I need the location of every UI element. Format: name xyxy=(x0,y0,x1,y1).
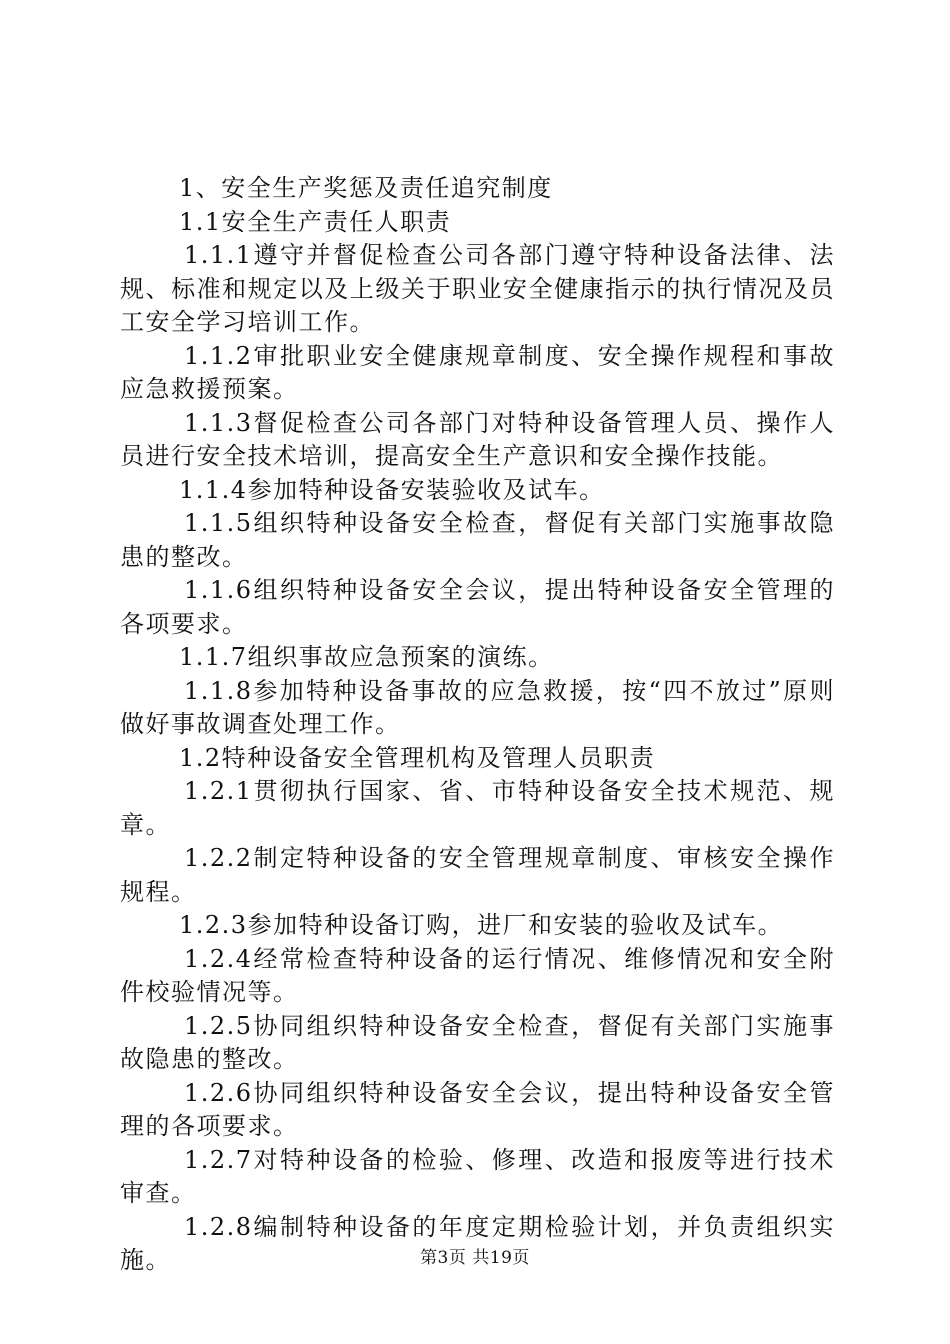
document-body xyxy=(120,172,835,1278)
paragraph-1-1-8: 1.1.8参加特种设备事故的应急救援，按“四不放过”原则做好事故调查处理工作。 xyxy=(120,676,835,738)
paragraph-1-1-5: 1.1.5组织特种设备安全检查，督促有关部门实施事故隐患的整改。 xyxy=(120,509,835,571)
paragraph-1-1-3: 1.1.3督促检查公司各部门对特种设备管理人员、操作人员进行安全技术培训，提高安全生产意识和安全操作技能。 xyxy=(120,408,835,470)
paragraph-1-2-2: 1.2.2制定特种设备的安全管理规章制度、审核安全操作规程。 xyxy=(120,844,835,906)
section-heading-1-2: 1.2特种设备安全管理机构及管理人员职责 xyxy=(179,743,656,772)
paragraph-1-2-7: 1.2.7对特种设备的检验、修理、改造和报废等进行技术审查。 xyxy=(120,1145,835,1207)
paragraph-1-2-8: 1.2.8编制特种设备的年度定期检验计划，并负责组织实施。 xyxy=(120,1212,835,1274)
paragraph-1-1-2: 1.1.2审批职业安全健康规章制度、安全操作规程和事故应急救援预案。 xyxy=(120,341,835,403)
page-number-footer: 第3页 共19页 xyxy=(420,1248,530,1268)
paragraph-1-2-4: 1.2.4经常检查特种设备的运行情况、维修情况和安全附件校验情况等。 xyxy=(120,944,835,1006)
paragraph-1-1-7: 1.1.7组织事故应急预案的演练。 xyxy=(179,643,554,671)
paragraph-1-2-5: 1.2.5协同组织特种设备安全检查，督促有关部门实施事故隐患的整改。 xyxy=(120,1011,835,1073)
section-heading-1-1: 1.1安全生产责任人职责 xyxy=(179,207,452,236)
paragraph-1-1-4: 1.1.4参加特种设备安装验收及试车。 xyxy=(179,475,605,504)
paragraph-1-2-1: 1.2.1贯彻执行国家、省、市特种设备安全技术规范、规章。 xyxy=(120,777,835,839)
paragraph-1-1-1: 1.1.1遵守并督促检查公司各部门遵守特种设备法律、法规、标准和规定以及上级关于职业安全健康指示的执行情况及员工安全学习培训工作。 xyxy=(120,241,835,336)
paragraph-1-2-6: 1.2.6协同组织特种设备安全会议，提出特种设备安全管理的各项要求。 xyxy=(120,1078,835,1140)
section-heading-1: 1、安全生产奖惩及责任追究制度 xyxy=(179,174,553,202)
paragraph-1-1-6: 1.1.6组织特种设备安全会议，提出特种设备安全管理的各项要求。 xyxy=(120,576,835,638)
paragraph-1-2-3: 1.2.3参加特种设备订购，进厂和安装的验收及试车。 xyxy=(179,911,784,939)
